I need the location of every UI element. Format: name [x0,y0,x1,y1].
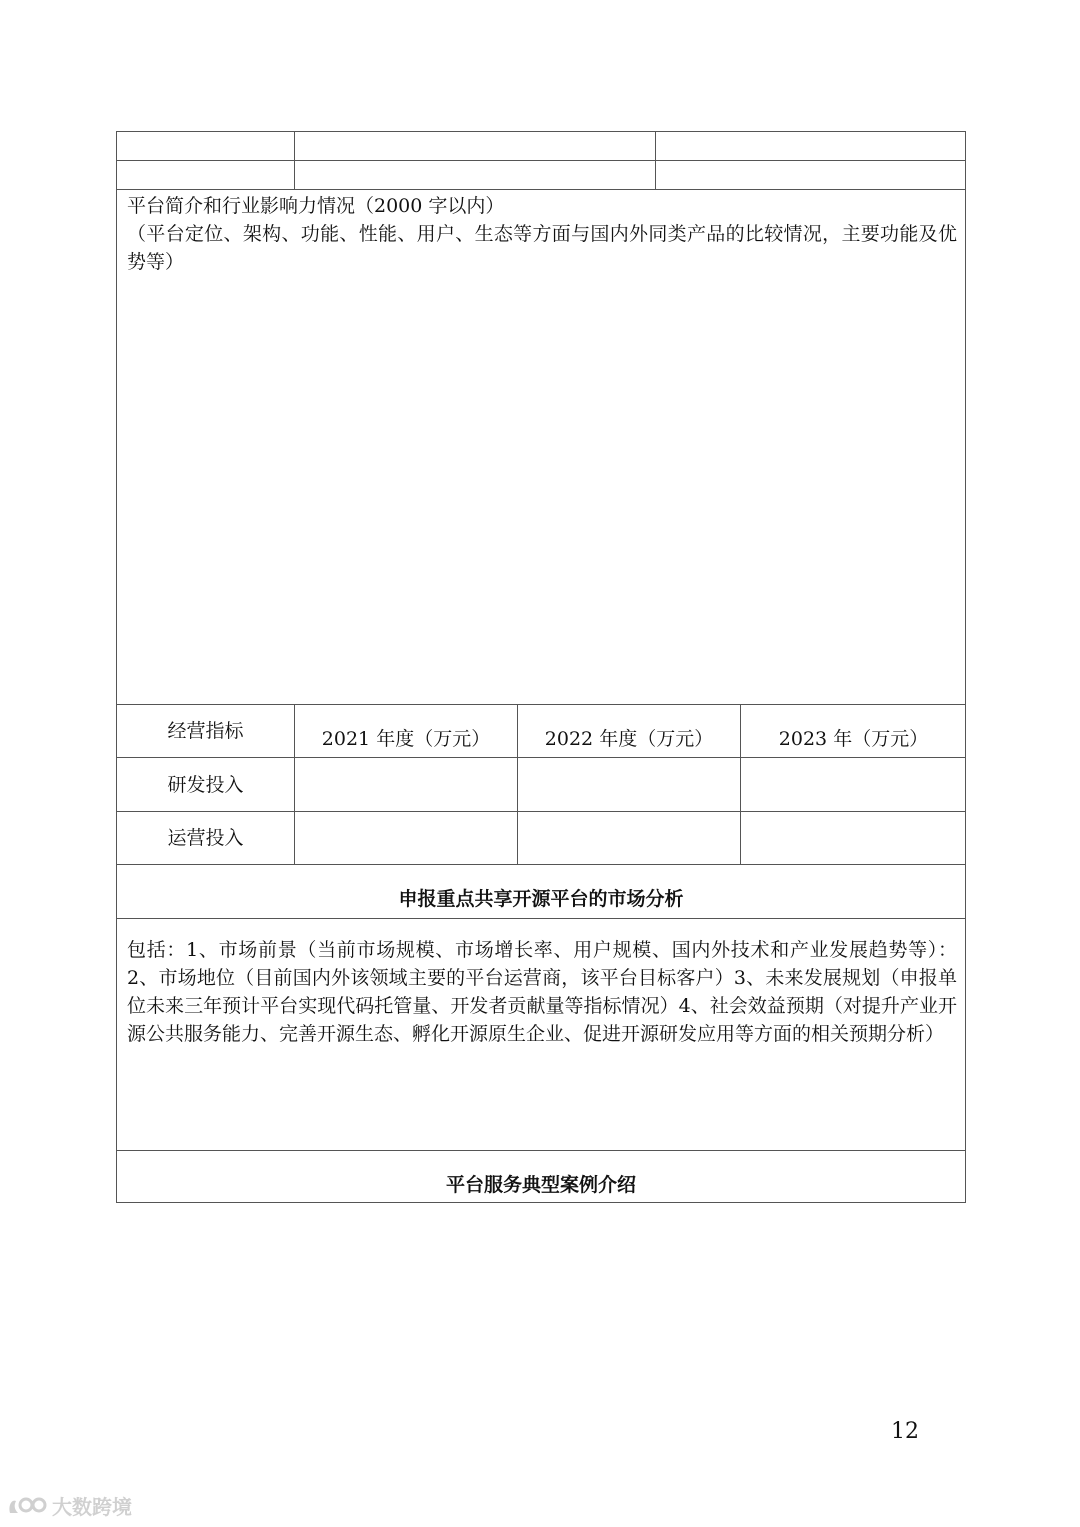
watermark [6,1490,132,1520]
row-divider [117,704,965,705]
watermark-logo-icon [6,1493,48,1517]
metrics-row-ops-label: 运营投入 [167,827,244,849]
metrics-header-2021: 2021 年度（万元） [321,728,491,750]
row-divider [117,918,965,919]
market-heading: 申报重点共享开源平台的市场分析 [398,888,684,910]
column-divider [655,132,656,189]
row-divider [117,811,965,812]
intro-note: （平台定位、架构、功能、性能、用户、生态等方面与国内外同类产品的比较情况，主要功能及优势等） [127,223,957,273]
row-divider [117,864,965,865]
page-number: 12 [891,1419,919,1444]
application-form-table [116,131,966,1203]
row-divider [117,189,965,190]
metrics-row-rd-label: 研发投入 [167,774,244,796]
watermark-text: 大数跨境 [52,1494,132,1519]
row-divider [117,1150,965,1151]
intro-title: 平台简介和行业影响力情况（2000 字以内） [127,195,505,217]
column-divider [294,132,295,189]
metrics-header-2023: 2023 年（万元） [778,728,929,750]
row-divider [117,757,965,758]
cases-heading: 平台服务典型案例介绍 [445,1174,636,1196]
metrics-header-indicator: 经营指标 [167,720,244,742]
market-description: 包括：1、市场前景（当前市场规模、市场增长率、用户规模、国内外技术和产业发展趋势等）：2、市场地位（目前国内外该领域主要的平台运营商，该平台目标客户）3、未来发展规划（申报单位未来三年预计平台实现代码托管量、开发者贡献量等指标情况）4、社会效益预期（对提升产业开源公共服务能力、完善开源生态、孵化开源原生企业、促进开源研发应用等方面的相关预期分析） [127,939,957,1045]
metrics-header-2022: 2022 年度（万元） [544,728,714,750]
row-divider [117,160,965,161]
